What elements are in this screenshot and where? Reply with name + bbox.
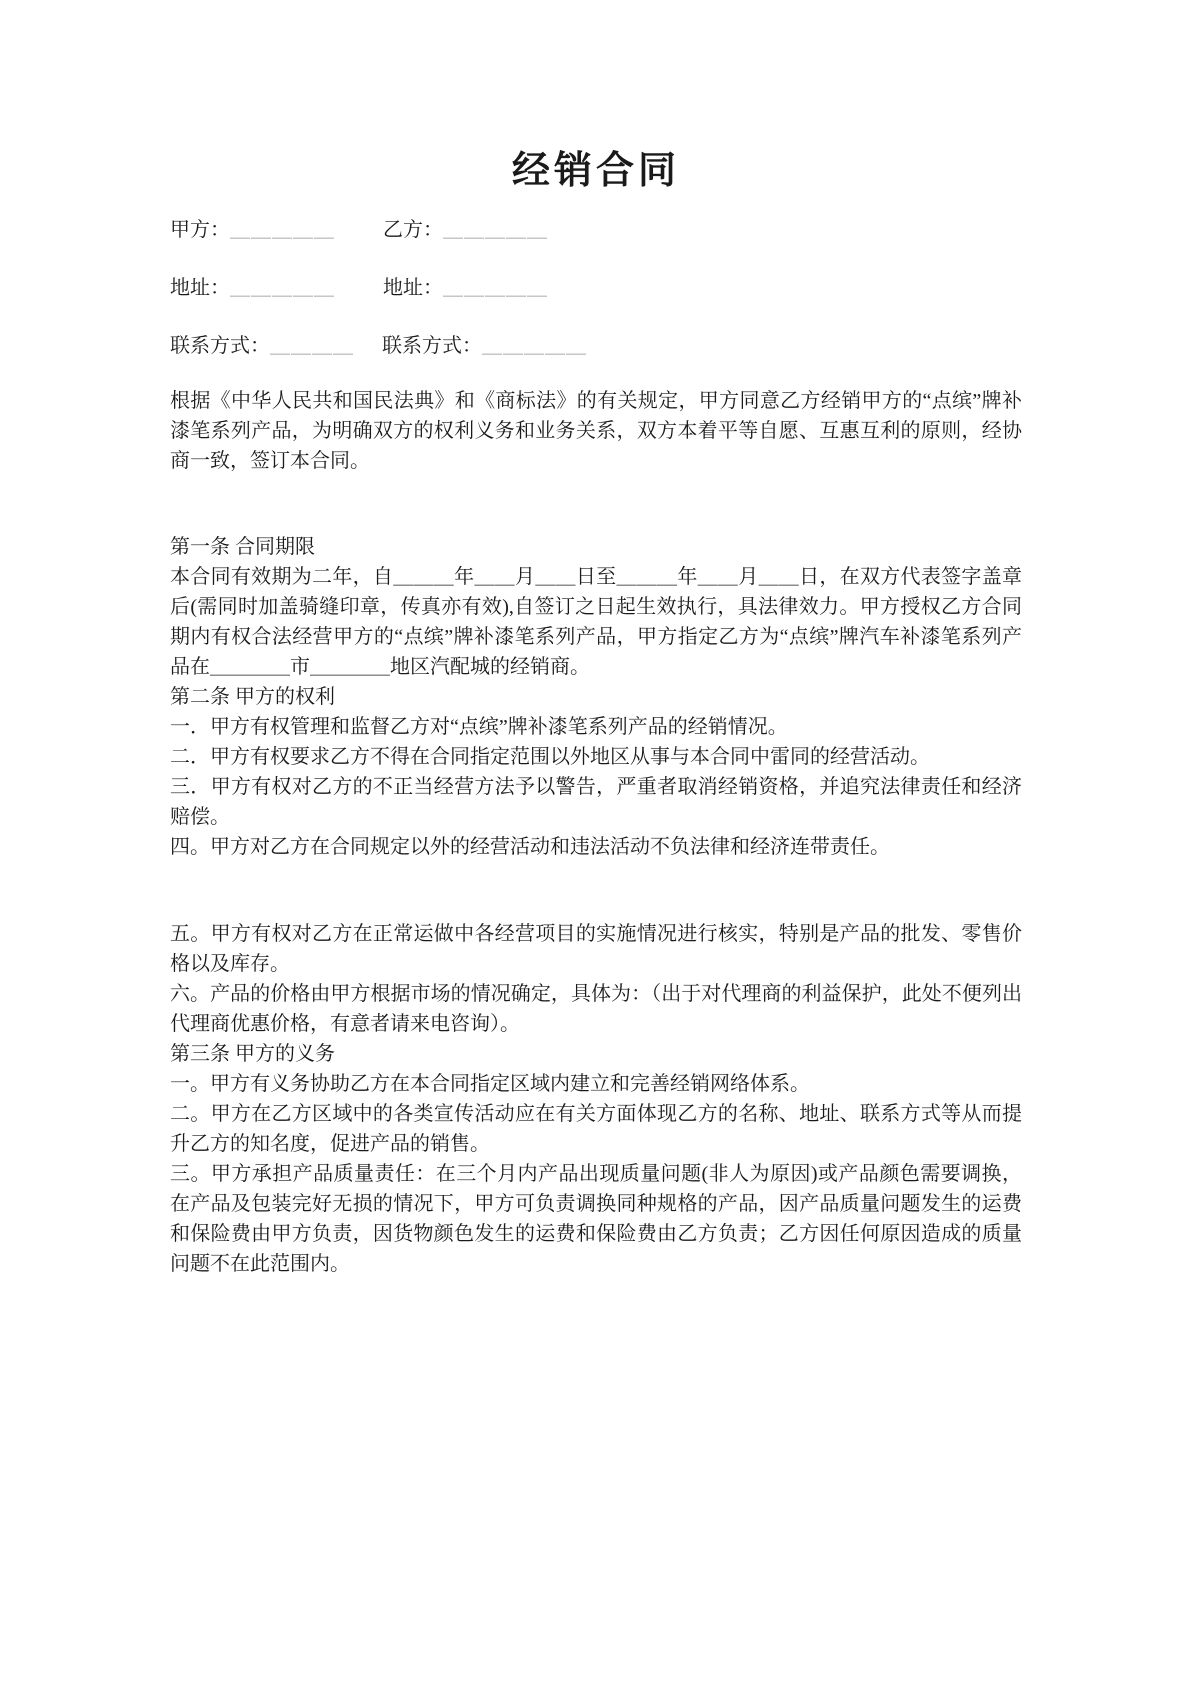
contact-a-label: 联系方式： <box>170 335 270 357</box>
contact-b-label: 联系方式： <box>382 335 482 357</box>
article2-item-5: 五。甲方有权对乙方在正常运做中各经营项目的实施情况进行核实，特别是产品的批发、零售价格以及库存。 <box>170 923 1022 975</box>
contact-a-blank: ＿＿＿＿ <box>270 335 354 357</box>
article3-heading: 第三条 甲方的义务 <box>170 1043 335 1065</box>
document-title: 经销合同 <box>511 150 680 192</box>
article2-item-4: 四。甲方对乙方在合同规定以外的经营活动和违法活动不负法律和经济连带责任。 <box>170 836 890 858</box>
party-b-label: 乙方： <box>383 219 443 241</box>
article1-body: 本合同有效期为二年，自＿＿＿年＿＿月＿＿日至＿＿＿年＿＿月＿＿日，在双方代表签字盖章后(需同时加盖骑缝印章，传真亦有效),自签订之日起生效执行，具法律效力。甲方授权乙方合同期内有权合法经营甲方的“点缤”牌补漆笔系列产品，甲方指定乙方为“点缤”牌汽车补漆笔系列产品在＿＿＿＿市＿＿＿＿地区汽配城的经销商。 <box>170 566 1022 678</box>
article1-heading: 第一条 合同期限 <box>170 536 315 558</box>
address-a-blank: ＿＿＿＿＿ <box>230 277 335 299</box>
address-b-blank: ＿＿＿＿＿ <box>443 277 548 299</box>
contact-row <box>170 331 1022 361</box>
article2-heading: 第二条 甲方的权利 <box>170 686 335 708</box>
party-a-label: 甲方： <box>170 219 230 241</box>
party-a-blank: ＿＿＿＿＿ <box>230 219 335 241</box>
article2-item-6: 六。产品的价格由甲方根据市场的情况确定，具体为：（出于对代理商的利益保护，此处不便列出代理商优惠价格，有意者请来电咨询）。 <box>170 983 1022 1035</box>
article3-item-1: 一。甲方有义务协助乙方在本合同指定区域内建立和完善经销网络体系。 <box>170 1073 810 1095</box>
party-row <box>170 215 1022 245</box>
article2-item-3: 三．甲方有权对乙方的不正当经营方法予以警告，严重者取消经销资格，并追究法律责任和经济赔偿。 <box>170 776 1022 828</box>
party-b-blank: ＿＿＿＿＿ <box>443 219 548 241</box>
article3-item-3: 三。甲方承担产品质量责任：在三个月内产品出现质量问题(非人为原因)或产品颜色需要调换，在产品及包装完好无损的情况下，甲方可负责调换同种规格的产品，因产品质量问题发生的运费和保险费由甲方负责，因货物颜色发生的运费和保险费由乙方负责；乙方因任何原因造成的质量问题不在此范围内。 <box>170 1163 1022 1275</box>
article2-item-1: 一．甲方有权管理和监督乙方对“点缤”牌补漆笔系列产品的经销情况。 <box>170 716 788 738</box>
contract-document-page <box>170 145 1022 1279</box>
contact-b-blank: ＿＿＿＿＿ <box>482 335 587 357</box>
address-b-label: 地址： <box>383 277 443 299</box>
intro-paragraph: 根据《中华人民共和国民法典》和《商标法》的有关规定，甲方同意乙方经销甲方的“点缤”牌补漆笔系列产品，为明确双方的权利义务和业务关系，双方本着平等自愿、互惠互利的原则，经协商一致，签订本合同。 <box>170 390 1022 472</box>
article2-item-2: 二．甲方有权要求乙方不得在合同指定范围以外地区从事与本合同中雷同的经营活动。 <box>170 746 930 768</box>
article3-item-2: 二。甲方在乙方区域中的各类宣传活动应在有关方面体现乙方的名称、地址、联系方式等从而提升乙方的知名度，促进产品的销售。 <box>170 1103 1022 1155</box>
address-row <box>170 273 1022 303</box>
address-a-label: 地址： <box>170 277 230 299</box>
